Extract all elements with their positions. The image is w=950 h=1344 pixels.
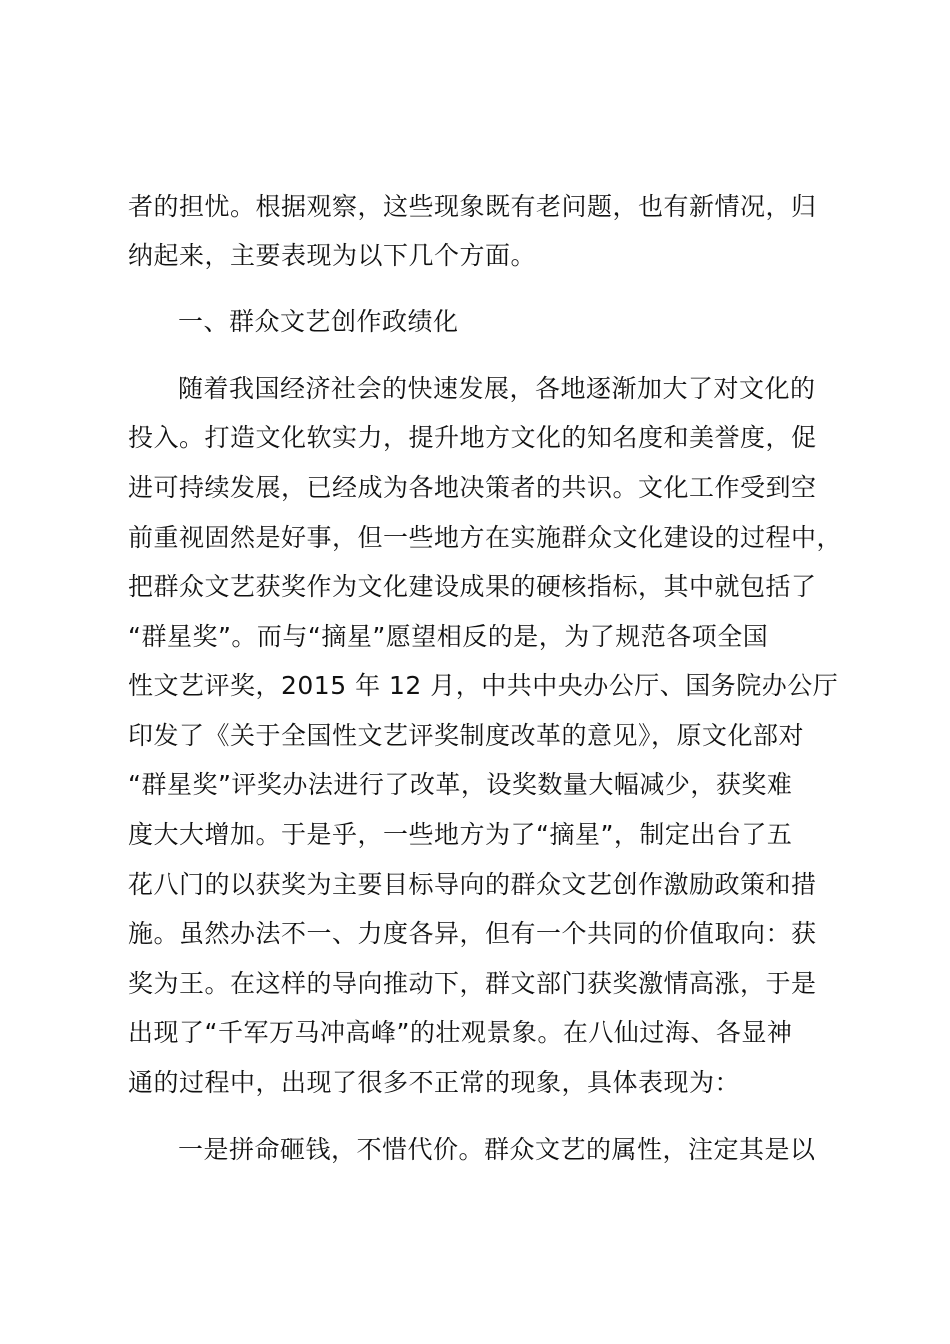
text-line: 投入。打造文化软实力，提升地方文化的知名度和美誉度，促	[128, 423, 817, 452]
text-line: 者的担忧。根据观察，这些现象既有老问题，也有新情况，归	[128, 192, 817, 221]
text-line: 性文艺评奖，2015 年 12 月，中共中央办公厅、国务院办公厅	[128, 671, 839, 700]
text-line: 通的过程中，出现了很多不正常的现象，具体表现为：	[128, 1068, 741, 1097]
text-line: 进可持续发展，已经成为各地决策者的共识。文化工作受到空	[128, 473, 817, 502]
text-line: 前重视固然是好事，但一些地方在实施群众文化建设的过程中，	[128, 523, 843, 552]
text-line: 施。虽然办法不一、力度各异，但有一个共同的价值取向：获	[128, 919, 817, 948]
text-line: “群星奖”。而与“摘星”愿望相反的是，为了规范各项全国	[128, 622, 769, 651]
text-line: 印发了《关于全国性文艺评奖制度改革的意见》，原文化部对	[128, 721, 805, 750]
section-heading: 一、群众文艺创作政绩化	[178, 307, 459, 336]
text-line: 把群众文艺获奖作为文化建设成果的硬核指标，其中就包括了	[128, 572, 817, 601]
text-line: “群星奖”评奖办法进行了改革，设奖数量大幅减少，获奖难	[128, 770, 793, 799]
text-line: 出现了“千军万马冲高峰”的壮观景象。在八仙过海、各显神	[128, 1018, 793, 1047]
text-line: 奖为王。在这样的导向推动下，群文部门获奖激情高涨，于是	[128, 969, 817, 998]
text-line: 花八门的以获奖为主要目标导向的群众文艺创作激励政策和措	[128, 870, 817, 899]
text-line: 一是拼命砸钱，不惜代价。群众文艺的属性，注定其是以	[178, 1135, 816, 1164]
text-line: 纳起来，主要表现为以下几个方面。	[128, 241, 537, 270]
text-line: 度大大增加。于是乎，一些地方为了“摘星”，制定出台了五	[128, 820, 793, 849]
text-line: 随着我国经济社会的快速发展，各地逐渐加大了对文化的	[178, 374, 816, 403]
